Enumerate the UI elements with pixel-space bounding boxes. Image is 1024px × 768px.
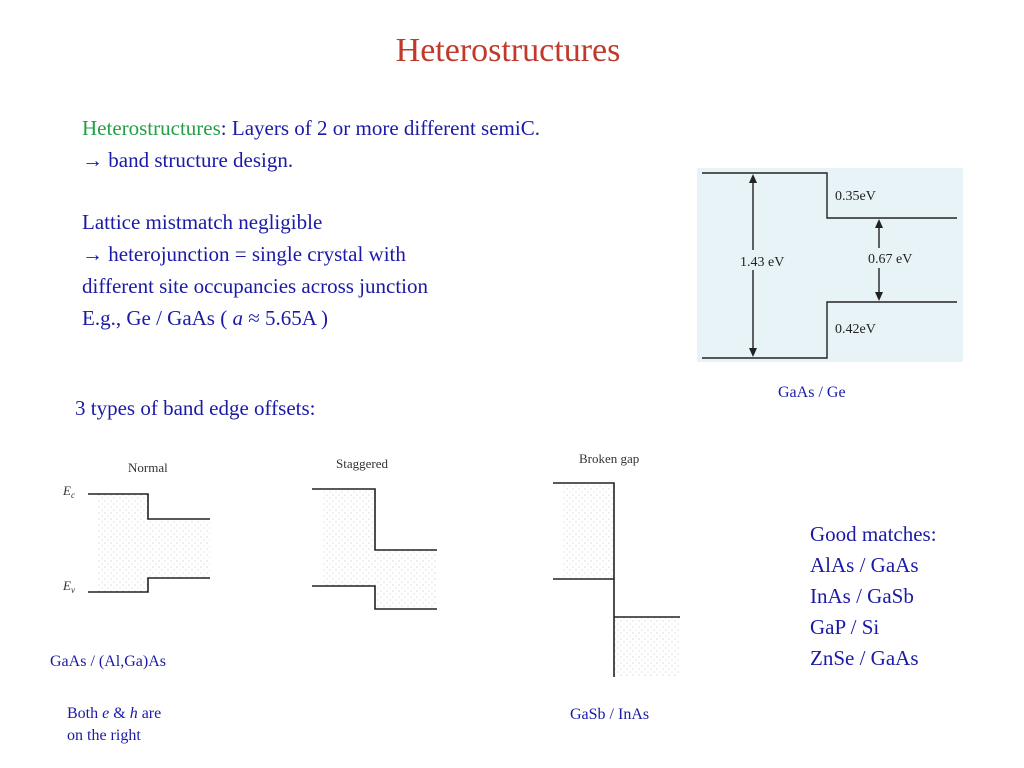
match-item: AlAs / GaAs [810, 553, 919, 577]
definition-text: : Layers of 2 or more different semiC. [220, 116, 540, 140]
arrow-line: → band structure design. [82, 148, 294, 172]
lattice-line: Lattice mistmatch negligible [82, 210, 323, 234]
page-title: Heterostructures [395, 32, 621, 69]
staggered-diagram [312, 456, 437, 609]
match-item: ZnSe / GaAs [810, 646, 919, 670]
site-line: different site occupancies across junction [82, 274, 428, 298]
staggered-title: Staggered [336, 456, 388, 471]
offsets-heading: 3 types of band edge offsets: [75, 396, 316, 420]
offset-bottom-label: 0.42eV [835, 322, 876, 337]
broken-gap-diagram [553, 451, 680, 677]
broken-gap-title: Broken gap [579, 451, 640, 466]
good-matches-heading: Good matches: [810, 522, 937, 546]
gaas-ge-caption: GaAs / Ge [778, 384, 846, 401]
normal-caption: GaAs / (Al,Ga)As [50, 653, 166, 670]
definition-line [82, 112, 682, 144]
example-variable: a [232, 306, 243, 330]
ec-label: $E_c$ [63, 483, 75, 500]
broken-gap-caption: GaSb / InAs [570, 706, 650, 723]
gap-label-left: 1.43 eV [740, 255, 785, 270]
intro-block [82, 112, 682, 334]
good-matches-block [810, 519, 937, 674]
heterojunction-line: → heterojunction = single crystal with [82, 242, 406, 266]
match-item: GaP / Si [810, 615, 880, 639]
match-item: InAs / GaSb [810, 584, 914, 608]
example-line [82, 302, 682, 334]
ev-label: $E_v$ [63, 578, 75, 595]
heterostructures-term: Heterostructures [82, 116, 221, 140]
example-prefix: E.g., Ge / GaAs ( [82, 306, 233, 330]
note-line-1: Both e & h are [67, 705, 162, 722]
gap-label-right: 0.67 eV [868, 252, 913, 267]
offset-top-label: 0.35eV [835, 189, 876, 204]
note-block [67, 703, 161, 747]
normal-diagram [62, 460, 210, 595]
gaas-ge-band-diagram [697, 168, 963, 362]
normal-title: Normal [128, 460, 168, 475]
note-line-2: on the right [67, 727, 141, 744]
example-suffix: ≈ 5.65A ) [242, 306, 328, 330]
